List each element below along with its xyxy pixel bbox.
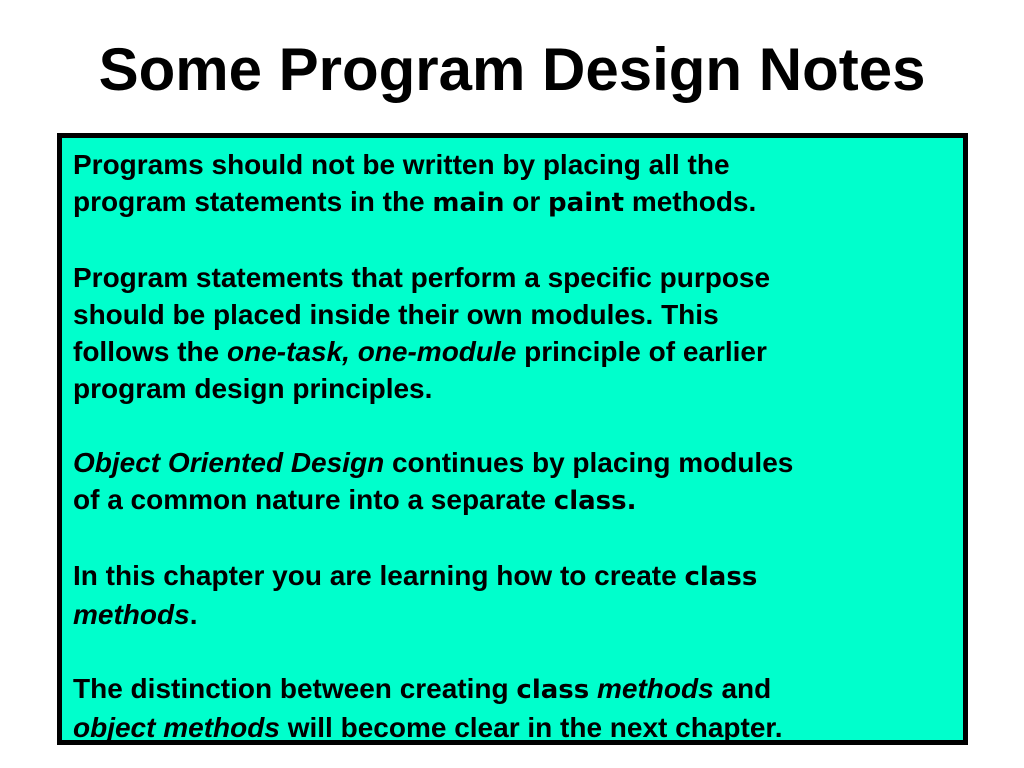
p4-line1-pre: In this chapter you are learning how to create	[73, 560, 685, 591]
paragraph-5	[73, 670, 953, 746]
p3-line2-pre: of a common nature into a separate	[73, 484, 554, 515]
slide-title: Some Program Design Notes	[98, 36, 926, 103]
p2-emphasis: one-task, one-module	[227, 336, 517, 367]
p2-line2: should be placed inside their own modules. This	[73, 299, 719, 330]
p1-line2-mid: or	[504, 186, 549, 217]
keyword-class: class	[684, 562, 758, 592]
keyword-class: class	[516, 675, 590, 705]
notes-box	[57, 133, 968, 745]
p1-line2-post: methods.	[624, 186, 757, 217]
p2-line4: program design principles.	[73, 373, 433, 404]
p3-emphasis: Object Oriented Design	[73, 447, 385, 478]
p4-emphasis: methods	[73, 599, 190, 630]
p5-emphasis-object-methods: object methods	[73, 712, 280, 743]
keyword-class: class.	[553, 486, 637, 516]
paragraph-3	[73, 444, 953, 520]
paragraph-2	[73, 259, 953, 407]
paragraph-1	[73, 146, 953, 222]
p2-line3-post: principle of earlier	[516, 336, 767, 367]
p5-emphasis-methods: methods	[597, 673, 714, 704]
p5-line1-pre: The distinction between creating	[73, 673, 517, 704]
keyword-paint: paint	[548, 188, 625, 218]
p5-line2-post: will become clear in the next chapter.	[279, 712, 783, 743]
paragraph-4	[73, 557, 953, 633]
p3-line1-post: continues by placing modules	[384, 447, 794, 478]
p2-line1: Program statements that perform a specific purpose	[73, 262, 771, 293]
keyword-main: main	[432, 188, 505, 218]
p1-line2-pre: program statements in the	[73, 186, 433, 217]
p5-line1-post: and	[713, 673, 772, 704]
p2-line3-pre: follows the	[73, 336, 227, 367]
p4-line2-post: .	[189, 599, 198, 630]
p1-line1: Programs should not be written by placing all the	[73, 149, 730, 180]
